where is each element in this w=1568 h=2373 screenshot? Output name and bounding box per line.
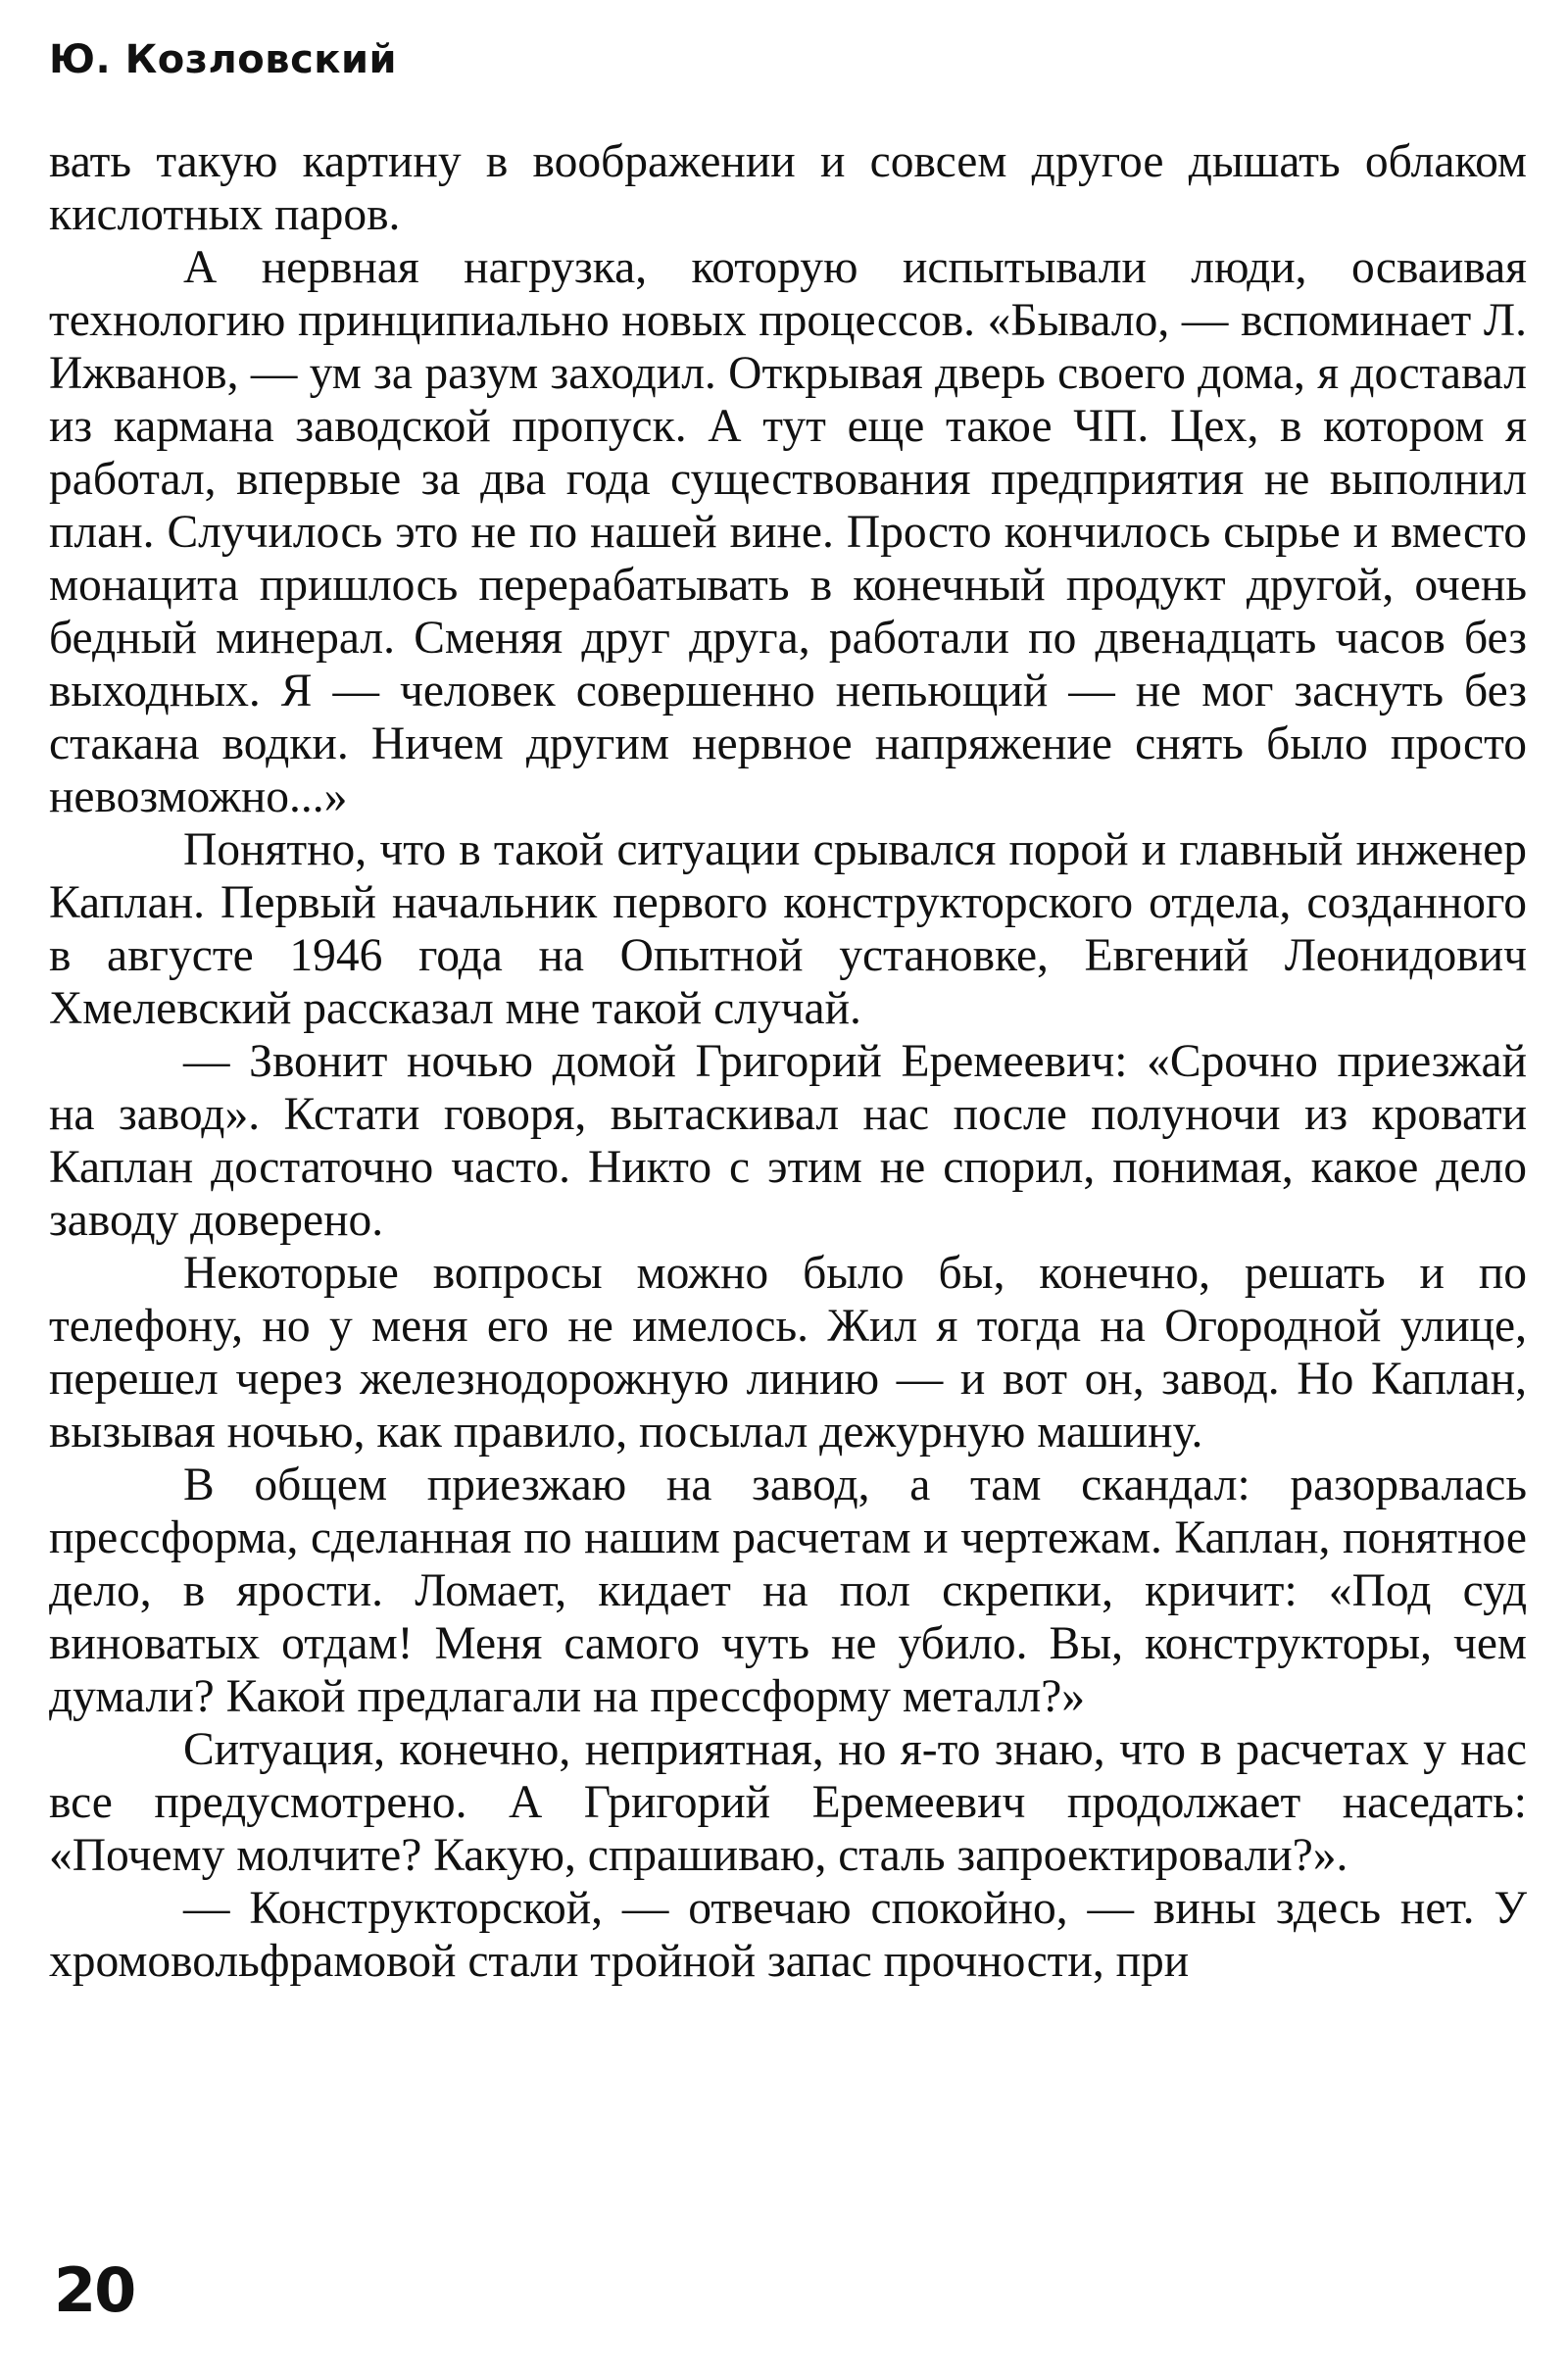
body-text bbox=[49, 135, 1527, 1988]
paragraph: — Конструкторской, — отвечаю спокойно, — вины здесь нет. У хромовольфрамовой стали тройной запас прочности, при bbox=[49, 1883, 1527, 1987]
paragraph: В общем приезжаю на завод, а там скандал: разорвалась прессформа, сделанная по нашим расчетам и чертежам. Каплан, понятное дело, в ярости. Ломает, кидает на пол скрепки, кричит: «Под суд виноватых отдам! Меня самого чуть не убило. Вы, конструкторы, чем думали? Какой предлагали на прессформу металл?» bbox=[49, 1459, 1527, 1722]
page-number: 20 bbox=[54, 2254, 135, 2326]
paragraph: Ситуация, конечно, неприятная, но я-то знаю, что в расчетах у нас все предусмотрено. А Григорий Еремеевич продолжает наседать: «Почему молчите? Какую, спрашиваю, сталь запроектировали?». bbox=[49, 1724, 1527, 1881]
paragraph: Некоторые вопросы можно было бы, конечно, решать и по телефону, но у меня его не имелось. Жил я тогда на Огородной улице, перешел через железнодорожную линию — и вот он, завод. Но Каплан, вызывая ночью, как правило, посылал дежурную машину. bbox=[49, 1248, 1527, 1458]
paragraph: Понятно, что в такой ситуации срывался порой и главный инженер Каплан. Первый начальник первого конструкторского отдела, созданного в августе 1946 года на Опытной установке, Евгений Леонидович Хмелевский рассказал мне такой случай. bbox=[49, 824, 1527, 1034]
paragraph: А нервная нагрузка, которую испытывали люди, осваивая технологию принципиально новых процессов. «Бывало, — вспоминает Л. Ижванов, — ум за разум заходил. Открывая дверь своего дома, я доставал из кармана заводской пропуск. А тут еще такое ЧП. Цех, в котором я работал, впервые за два года существования предприятия не выполнил план. Случилось это не по нашей вине. Просто кончилось сырье и вместо монацита пришлось перерабатывать в конечный продукт другой, очень бедный минерал. Сменяя друг друга, работали по двенадцать часов без выходных. Я — человек совершенно непьющий — не мог заснуть без стакана водки. Ничем другим нервное напряжение снять было просто невозможно...» bbox=[49, 242, 1527, 822]
running-head: Ю. Козловский bbox=[49, 37, 397, 82]
paragraph: вать такую картину в воображении и совсем другое дышать облаком кислотных паров. bbox=[49, 136, 1527, 240]
paragraph: — Звонит ночью домой Григорий Еремеевич: «Срочно приезжай на завод». Кстати говоря, вытаскивал нас после полуночи из кровати Каплан достаточно часто. Никто с этим не спорил, понимая, какое дело заводу доверено. bbox=[49, 1036, 1527, 1246]
